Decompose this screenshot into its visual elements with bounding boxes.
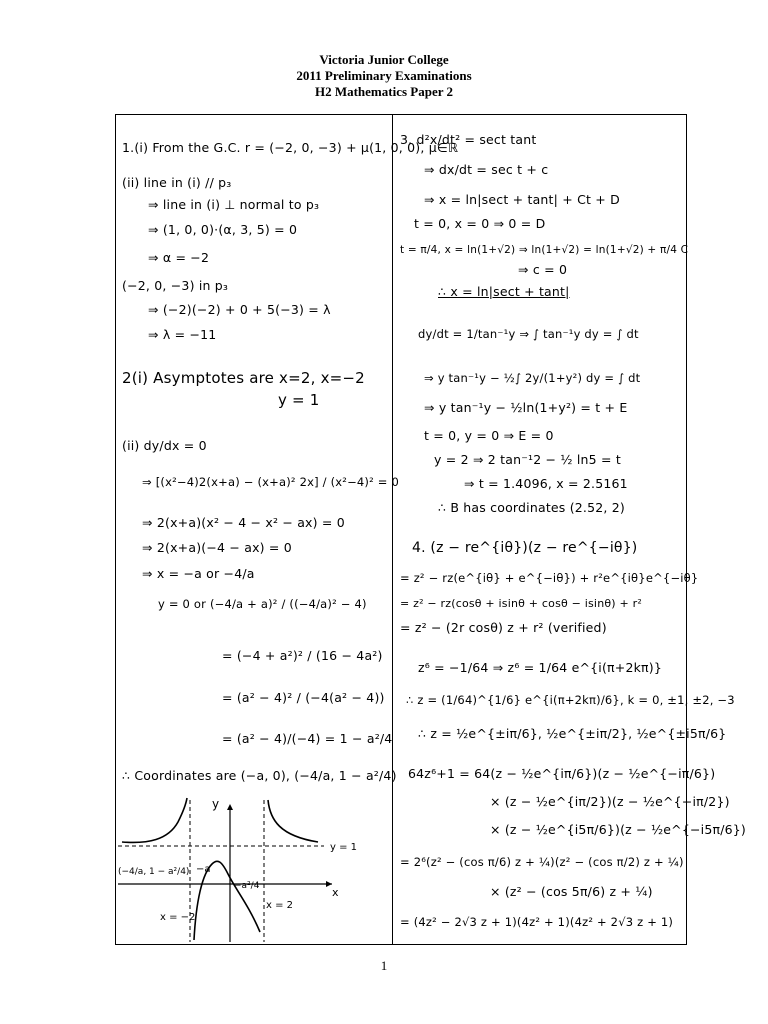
q3-line: ⇒ y tan⁻¹y − ½∫ 2y/(1+y²) dy = ∫ dt: [424, 371, 641, 385]
q4-line: = z² − (2r cosθ) z + r² (verified): [400, 620, 607, 635]
q4-line: 4. (z − re^{iθ})(z − re^{−iθ}): [412, 540, 638, 556]
page-number: 1: [380, 958, 388, 973]
q4-line: = z² − rz(cosθ + isinθ + cosθ − isinθ) + r²: [400, 597, 642, 610]
q4-line: × (z − ½e^{iπ/2})(z − ½e^{−iπ/2}): [490, 794, 730, 809]
y-intercept-label: −a²/4: [234, 881, 260, 891]
q2-line: (ii) dy/dx = 0: [122, 438, 207, 453]
q2-line: ⇒ [(x²−4)2(x+a) − (x+a)² 2x] / (x²−4)² = 0: [142, 475, 399, 489]
q4-line: z⁶ = −1/64 ⇒ z⁶ = 1/64 e^{i(π+2kπ)}: [418, 660, 663, 675]
q1-line: ⇒ α = −2: [148, 250, 210, 265]
curve-sketch: [118, 792, 388, 942]
root-label: −a: [196, 864, 211, 875]
q2-line: ⇒ 2(x+a)(−4 − ax) = 0: [142, 540, 292, 555]
q1-line: ⇒ (1, 0, 0)·(α, 3, 5) = 0: [148, 222, 298, 237]
q3-answer: ∴ x = ln|sect + tant|: [438, 284, 570, 299]
q3-line: ⇒ dx/dt = sec t + c: [424, 162, 549, 177]
q3-line: t = π/4, x = ln(1+√2) ⇒ ln(1+√2) = ln(1+√2) + π/4 C: [400, 244, 689, 256]
horizontal-asymptote-label: y = 1: [330, 842, 358, 853]
header-exam: 2011 Preliminary Examinations: [296, 68, 472, 83]
q1-line: ⇒ λ = −11: [148, 327, 217, 342]
q4-line: 64z⁶+1 = 64(z − ½e^{iπ/6})(z − ½e^{−iπ/6}): [408, 766, 716, 781]
q3-line: ⇒ t = 1.4096, x = 2.5161: [464, 476, 628, 491]
q3-line: ⇒ y tan⁻¹y − ½ln(1+y²) = t + E: [424, 400, 628, 415]
q3-line: dy/dt = 1/tan⁻¹y ⇒ ∫ tan⁻¹y dy = ∫ dt: [418, 327, 639, 341]
q1-line: ⇒ (−2)(−2) + 0 + 5(−3) = λ: [148, 302, 331, 317]
column-divider: [392, 114, 393, 945]
document-header: [0, 52, 768, 100]
q3-answer: ∴ B has coordinates (2.52, 2): [438, 500, 625, 515]
q4-line: ∴ z = (1/64)^{1/6} e^{i(π+2kπ)/6}, k = 0, ±1, ±2, −3: [406, 693, 735, 707]
q2-line: = (a² − 4)/(−4) = 1 − a²/4: [222, 731, 393, 746]
q2-line: 2(i) Asymptotes are x=2, x=−2: [122, 369, 365, 387]
q3-line: t = 0, x = 0 ⇒ 0 = D: [414, 216, 546, 231]
q1-line: ⇒ line in (i) ⊥ normal to p₃: [148, 197, 320, 212]
q3-line: ⇒ x = ln|sect + tant| + Ct + D: [424, 192, 620, 207]
q1-line: (ii) line in (i) // p₃: [122, 175, 232, 190]
q2-line: ⇒ 2(x+a)(x² − 4 − x² − ax) = 0: [142, 515, 345, 530]
header-school: Victoria Junior College: [319, 52, 449, 67]
q3-line: y = 2 ⇒ 2 tan⁻¹2 − ½ ln5 = t: [434, 452, 621, 467]
q2-line: ⇒ x = −a or −4/a: [142, 566, 255, 581]
x-axis-label: x: [332, 886, 339, 899]
asymptote-right-label: x = 2: [266, 900, 294, 911]
curve-left-branch: [122, 798, 187, 842]
q4-line: ∴ z = ½e^{±iπ/6}, ½e^{±iπ/2}, ½e^{±i5π/6}: [418, 726, 727, 741]
curve-right-branch: [268, 800, 318, 842]
q1-line: (−2, 0, −3) in p₃: [122, 278, 229, 293]
y-axis-arrow: [227, 804, 233, 810]
q2-line: y = 0 or (−4/a + a)² / ((−4/a)² − 4): [158, 597, 367, 611]
q2-line: ∴ Coordinates are (−a, 0), (−4/a, 1 − a²/4): [122, 768, 397, 783]
q4-line: × (z − ½e^{i5π/6})(z − ½e^{−i5π/6}): [490, 822, 746, 837]
q4-answer: = (4z² − 2√3 z + 1)(4z² + 1)(4z² + 2√3 z + 1): [400, 915, 674, 929]
q4-line: = z² − rz(e^{iθ} + e^{−iθ}) + r²e^{iθ}e^{−iθ}: [400, 571, 699, 585]
q3-line: ⇒ c = 0: [518, 262, 568, 277]
q2-line: = (−4 + a²)² / (16 − 4a²): [222, 648, 383, 663]
q3-line: 3. d²x/dt² = sect tant: [400, 132, 537, 147]
q4-line: = 2⁶(z² − (cos π/6) z + ¼)(z² − (cos π/2) z + ¼): [400, 855, 684, 869]
header-paper: H2 Mathematics Paper 2: [314, 84, 454, 99]
q3-line: t = 0, y = 0 ⇒ E = 0: [424, 428, 554, 443]
q2-line: = (a² − 4)² / (−4(a² − 4)): [222, 690, 385, 705]
asymptote-left-label: x = −2: [160, 912, 196, 923]
q1-line: 1.(i) From the G.C. r = (−2, 0, −3) + μ(1, 0, 0), μ∈ℝ: [122, 140, 459, 155]
q2-line: y = 1: [278, 391, 320, 409]
y-axis-label: y: [212, 797, 220, 811]
q4-line: × (z² − (cos 5π/6) z + ¼): [490, 884, 653, 899]
turning-point-label: (−4/a, 1 − a²/4): [118, 867, 190, 877]
